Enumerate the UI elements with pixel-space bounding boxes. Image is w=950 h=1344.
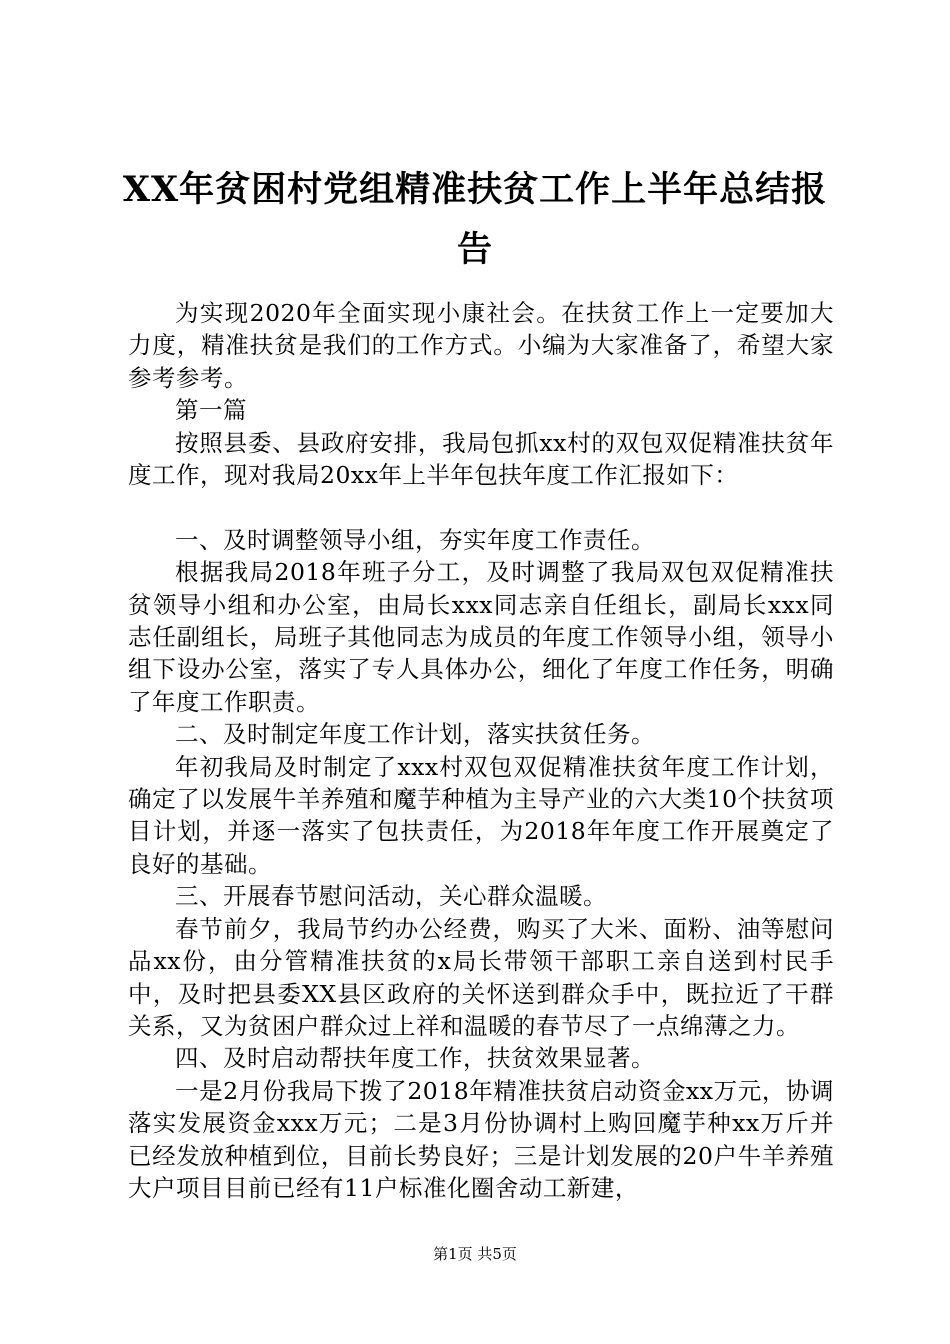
section-label: 第一篇 bbox=[175, 396, 247, 425]
heading-four: 四、及时启动帮扶年度工作，扶贫效果显著。 bbox=[175, 1044, 655, 1073]
heading-three: 三、开展春节慰问活动，关心群众温暖。 bbox=[175, 882, 607, 911]
document-body bbox=[128, 297, 834, 1204]
intro-paragraph: 为实现2020年全面实现小康社会。在扶贫工作上一定要加大力度，精准扶贫是我们的工作方式。小编为大家准备了，希望大家参考参考。 bbox=[128, 299, 834, 392]
paragraph-four: 一是2月份我局下拨了2018年精准扶贫启动资金xx万元，协调落实发展资金xxx万元；二是3月份协调村上购回魔芋种xx万斤并已经发放种植到位，目前长势良好；三是计划发展的20户牛羊养殖大户项目目前已经有11户标准化圈舍动工新建， bbox=[128, 1076, 834, 1202]
paragraph-two: 年初我局及时制定了xxx村双包双促精准扶贫年度工作计划，确定了以发展牛羊养殖和魔芋种植为主导产业的六大类10个扶贫项目计划，并逐一落实了包扶责任，为2018年年度工作开展奠定了良好的基础。 bbox=[128, 752, 834, 878]
document-title: XX年贫困村党组精准扶贫工作上半年总结报告 bbox=[122, 169, 828, 270]
opening-paragraph: 按照县委、县政府安排，我局包抓xx村的双包双促精准扶贫年度工作，现对我局20xx年上半年包扶年度工作汇报如下： bbox=[128, 428, 834, 490]
heading-two: 二、及时制定年度工作计划，落实扶贫任务。 bbox=[175, 720, 655, 749]
heading-one: 一、及时调整领导小组，夯实年度工作责任。 bbox=[175, 525, 655, 554]
paragraph-one: 根据我局2018年班子分工，及时调整了我局双包双促精准扶贫领导小组和办公室，由局长xxx同志亲自任组长，副局长xxx同志任副组长，局班子其他同志为成员的年度工作领导小组，领导小组下设办公室，落实了专人具体办公，细化了年度工作任务，明确了年度工作职责。 bbox=[128, 558, 834, 716]
paragraph-three: 春节前夕，我局节约办公经费，购买了大米、面粉、油等慰问品xx份，由分管精准扶贫的x局长带领干部职工亲自送到村民手中，及时把县委XX县区政府的关怀送到群众手中，既拉近了干群关系，又为贫困户群众过上祥和温暖的春节尽了一点绵薄之力。 bbox=[128, 914, 834, 1040]
page-number-footer: 第1页 共5页 bbox=[433, 1245, 517, 1263]
